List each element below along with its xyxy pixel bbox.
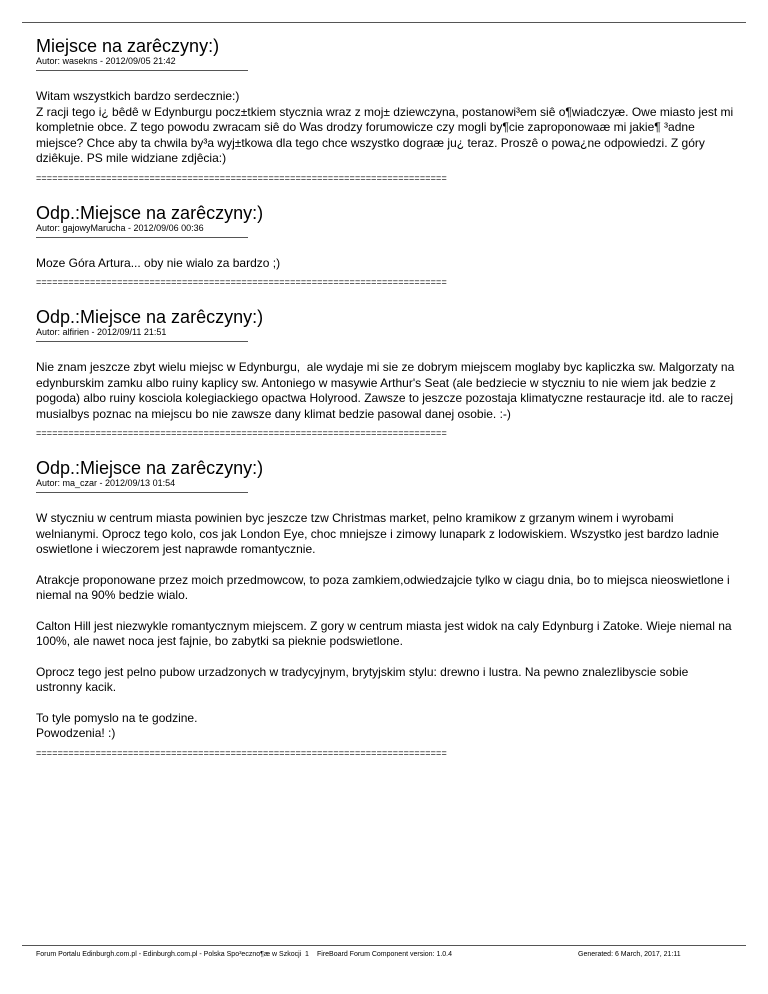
footer-generated-date: Generated: 6 March, 2017, 21:11: [578, 951, 681, 958]
post-paragraph: Moze Góra Artura... oby nie wialo za bardzo ;): [36, 255, 281, 270]
forum-post: [36, 203, 736, 288]
post-separator: ============================================================================: [36, 428, 447, 438]
post-author-meta: Autor: ma_czar - 2012/09/13 01:54: [36, 478, 176, 488]
post-author-meta: Autor: alfirien - 2012/09/11 21:51: [36, 327, 167, 337]
post-body: [36, 360, 736, 422]
footer-rule: [22, 945, 746, 946]
footer-site-name: Forum Portalu Edinburgh.com.pl - Edinburgh.com.pl - Polska Spo³eczno¶æ w Szkocji: [36, 951, 302, 958]
post-paragraph: Atrakcje proponowane przez moich przedmowcow, to poza zamkiem,odwiedzajcie tylko w ciagu dnia, bo to miejsca nieoswietlone i niemal na 90% bedzie wialo.: [36, 572, 734, 602]
post-separator: ============================================================================: [36, 172, 447, 183]
post-title: Odp.:Miejsce na zarêczyny:): [36, 458, 264, 478]
post-title: Miejsce na zarêczyny:): [36, 36, 220, 56]
post-body: [36, 256, 736, 272]
post-paragraph: Witam wszystkich bardzo serdecznie:) Z racji tego i¿ bêdê w Edynburgu pocz±tkiem stycznia wraz z moj± dziewczyna, postanowi³em siê o¶wiadczyæ. Owe miasto jest mi kompletnie obce. Z tego powodu zwracam siê do Was drodzy forumowicze czy mogli by¶cie zaproponowaæ mi jakie¶ ³adne miejsce? Chce aby ta chwila by³a wyj±tkowa dla tego chce wszystko dograæ ju¿ teraz. Proszê o powa¿ne odpowiedzi. Z góry dziêkuje. PS mile widziane zdjêcia:): [36, 89, 734, 165]
forum-post: [36, 36, 736, 183]
meta-divider: [36, 492, 248, 493]
post-separator: ============================================================================: [36, 747, 447, 758]
meta-divider: [36, 237, 248, 238]
meta-divider: [36, 341, 248, 342]
post-paragraph: Oprocz tego jest pelno pubow urzadzonych w tradycyjnym, brytyjskim stylu: drewno i lustra. Na pewno znalezlibyscie sobie ustronny kacik.: [36, 664, 692, 694]
forum-post: [36, 307, 736, 438]
top-rule: [22, 22, 746, 23]
post-paragraph: Nie znam jeszcze zbyt wielu miejsc w Edynburgu, ale wydaje mi sie ze dobrym miejscem moglaby byc kapliczka sw. Malgorzaty na edynburskim zamku albo ruiny kaplicy sw. Antoniego w masywie Arthur's Seat (ale bedziecie w styczniu to nie wiem jak bedzie z pogoda) albo ruiny kosciola kolegiackiego opactwa Holyrood. Zawsze to jeszcze pozostaja klimatyczne restauracje itd. ale to raczej musialbys poznac na miejscu bo nie zawsze dany klimat bedzie pasowal danej osobie. :-): [36, 360, 738, 421]
post-author-meta: Autor: wasekns - 2012/09/05 21:42: [36, 56, 176, 66]
post-title: Odp.:Miejsce na zarêczyny:): [36, 307, 264, 327]
meta-divider: [36, 70, 248, 71]
post-author-meta: Autor: gajowyMarucha - 2012/09/06 00:36: [36, 222, 204, 233]
post-body: [36, 89, 736, 167]
post-separator: ============================================================================: [36, 277, 447, 287]
post-paragraph: To tyle pomyslo na te godzine. Powodzenia! :): [36, 710, 198, 740]
post-title: Odp.:Miejsce na zarêczyny:): [36, 202, 264, 223]
document-content: [36, 36, 736, 758]
post-body: [36, 511, 736, 742]
post-paragraph: W styczniu w centrum miasta powinien byc jeszcze tzw Christmas market, pelno kramikow z grzanym winem i wyrobami welnianymi. Oprocz tego kolo, cos jak London Eye, choc mniejsze i zimowy lunapark z lodowiskiem. Wszystko jest bardzo ladnie oswietlone i wieczorem jest naprawde romantycznie.: [36, 511, 723, 556]
footer-page-number: 1: [305, 951, 309, 958]
post-paragraph: Calton Hill jest niezwykle romantycznym miejscem. Z gory w centrum miasta jest widok na caly Edynburg i Zatoke. Wieje niemal na 100%, ale nawet noca jest fajnie, bo zabytki sa pieknie podswietlone.: [36, 618, 735, 648]
forum-post: [36, 458, 736, 758]
footer-component-version: FireBoard Forum Component version: 1.0.4: [317, 951, 453, 958]
